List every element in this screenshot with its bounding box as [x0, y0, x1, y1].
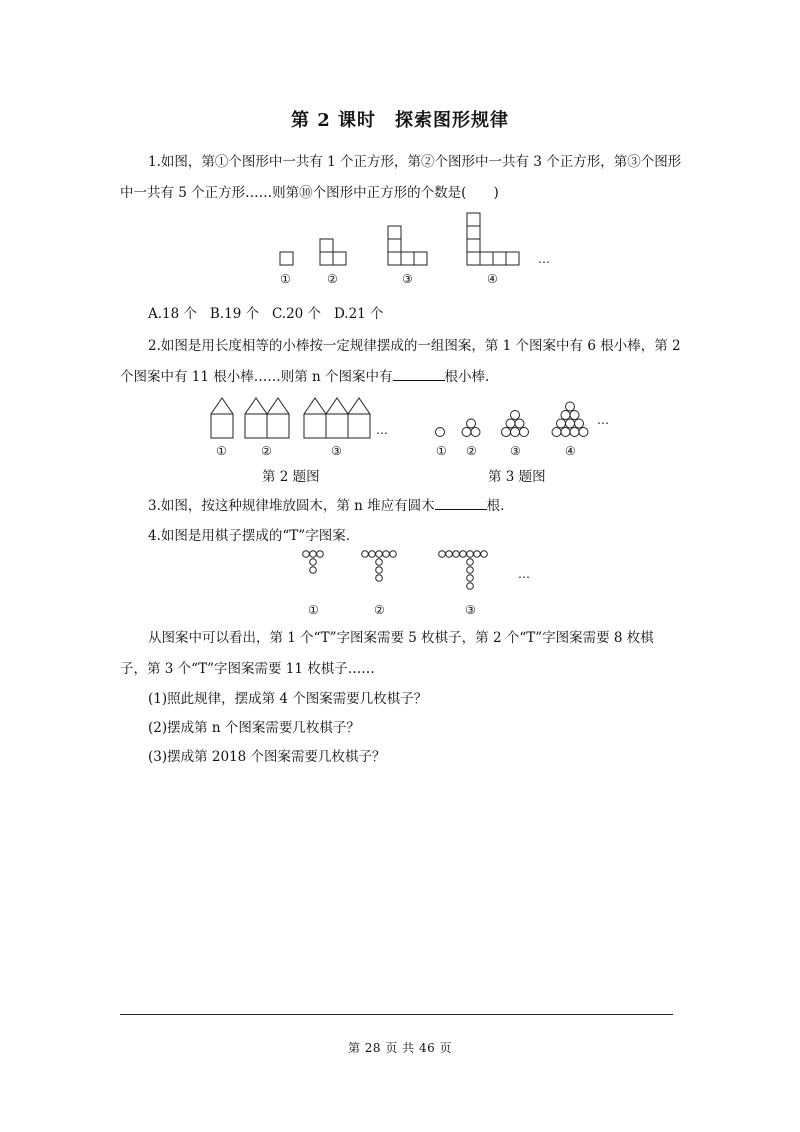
q4-fig-label-2: ② — [374, 603, 385, 617]
q4-fig-label-3: ③ — [465, 603, 476, 617]
q4-subquestion-3: (3)摆成第 2018 个图案需要几枚棋子？ — [148, 749, 386, 765]
q2-figure — [200, 388, 400, 466]
q1-line2: 中一共有 5 个正方形……则第⑩个图形中正方形的个数是( ) — [120, 185, 499, 201]
q2-fig-label-3: ③ — [331, 444, 342, 458]
figure-4-logs — [552, 402, 588, 437]
q3-answer-blank[interactable] — [435, 509, 487, 510]
figure-1-squares — [280, 252, 293, 265]
q2-fig-label-1: ① — [216, 444, 227, 458]
q1-ellipsis: … — [538, 252, 550, 266]
figure-2-logs — [462, 419, 480, 437]
figure-1-logs — [436, 428, 445, 437]
q4-paragraph-line2: 子，第 3 个“T”字图案需要 11 枚棋子…… — [120, 661, 375, 677]
q1-option-a: A.18 个 — [148, 306, 198, 322]
page-title: 第 2 课时 探索图形规律 — [290, 110, 510, 131]
figure-3-logs — [502, 411, 529, 437]
q1-fig-label-2: ② — [327, 272, 338, 286]
figure-3-T — [439, 551, 488, 590]
figure-3-houses — [304, 398, 370, 438]
q1-option-d: D.21 个 — [333, 306, 384, 322]
q1-line1: 1.如图，第①个图形中一共有 1 个正方形，第②个图形中一共有 3 个正方形，第③个图形 — [148, 154, 682, 170]
q1-figure — [270, 205, 560, 290]
q4-line1: 4.如图是用棋子摆成的“T”字图案. — [148, 528, 350, 544]
q3-caption: 第 3 题图 — [488, 469, 546, 485]
q4-ellipsis: … — [518, 567, 530, 581]
figure-2-houses — [245, 398, 289, 438]
q4-figure — [290, 548, 550, 620]
figure-2-squares — [320, 239, 346, 265]
q1-option-c: C.20 个 — [271, 306, 322, 322]
page-number: 第 28 页 共 46 页 — [347, 1041, 453, 1055]
q3-fig-label-4: ④ — [565, 444, 576, 458]
footer-rule — [120, 1014, 673, 1015]
q1-fig-label-3: ③ — [402, 272, 413, 286]
q2-line2: 个图案中有 11 根小棒……则第 n 个图案中有 根小棒. — [120, 369, 490, 385]
q3-text: 3.如图，按这种规律堆放圆木，第 n 堆应有圆木 根. — [148, 498, 505, 514]
q4-fig-label-1: ① — [308, 603, 319, 617]
q3-fig-label-2: ② — [466, 444, 477, 458]
figure-1-houses — [211, 398, 233, 438]
q2-fig-label-2: ② — [261, 444, 272, 458]
q4-subquestion-2: (2)摆成第 n 个图案需要几枚棋子？ — [148, 720, 360, 736]
figure-3-squares — [388, 226, 427, 265]
q4-subquestion-1: (1)照此规律，摆成第 4 个图案需要几枚棋子？ — [148, 691, 428, 707]
q2-line1: 2.如图是用长度相等的小棒按一定规律摆成的一组图案，第 1 个图案中有 6 根小棒，第 2 — [148, 338, 681, 354]
q3-ellipsis: … — [597, 413, 609, 427]
q4-paragraph-line1: 从图案中可以看出，第 1 个“T”字图案需要 5 枚棋子，第 2 个“T”字图案需要 8 枚棋 — [148, 630, 654, 646]
figure-2-T — [362, 551, 397, 582]
figure-4-squares — [467, 213, 519, 265]
q3-figure — [425, 388, 625, 466]
q1-fig-label-1: ① — [280, 272, 291, 286]
q3-fig-label-1: ① — [436, 444, 447, 458]
q1-fig-label-4: ④ — [487, 272, 498, 286]
q3-fig-label-3: ③ — [510, 444, 521, 458]
figure-1-T — [303, 551, 324, 574]
q2-ellipsis: … — [376, 423, 388, 437]
q1-option-b: B.19 个 — [209, 306, 260, 322]
q2-answer-blank[interactable] — [393, 380, 445, 381]
q1-options — [148, 304, 384, 324]
q2-caption: 第 2 题图 — [262, 469, 320, 485]
